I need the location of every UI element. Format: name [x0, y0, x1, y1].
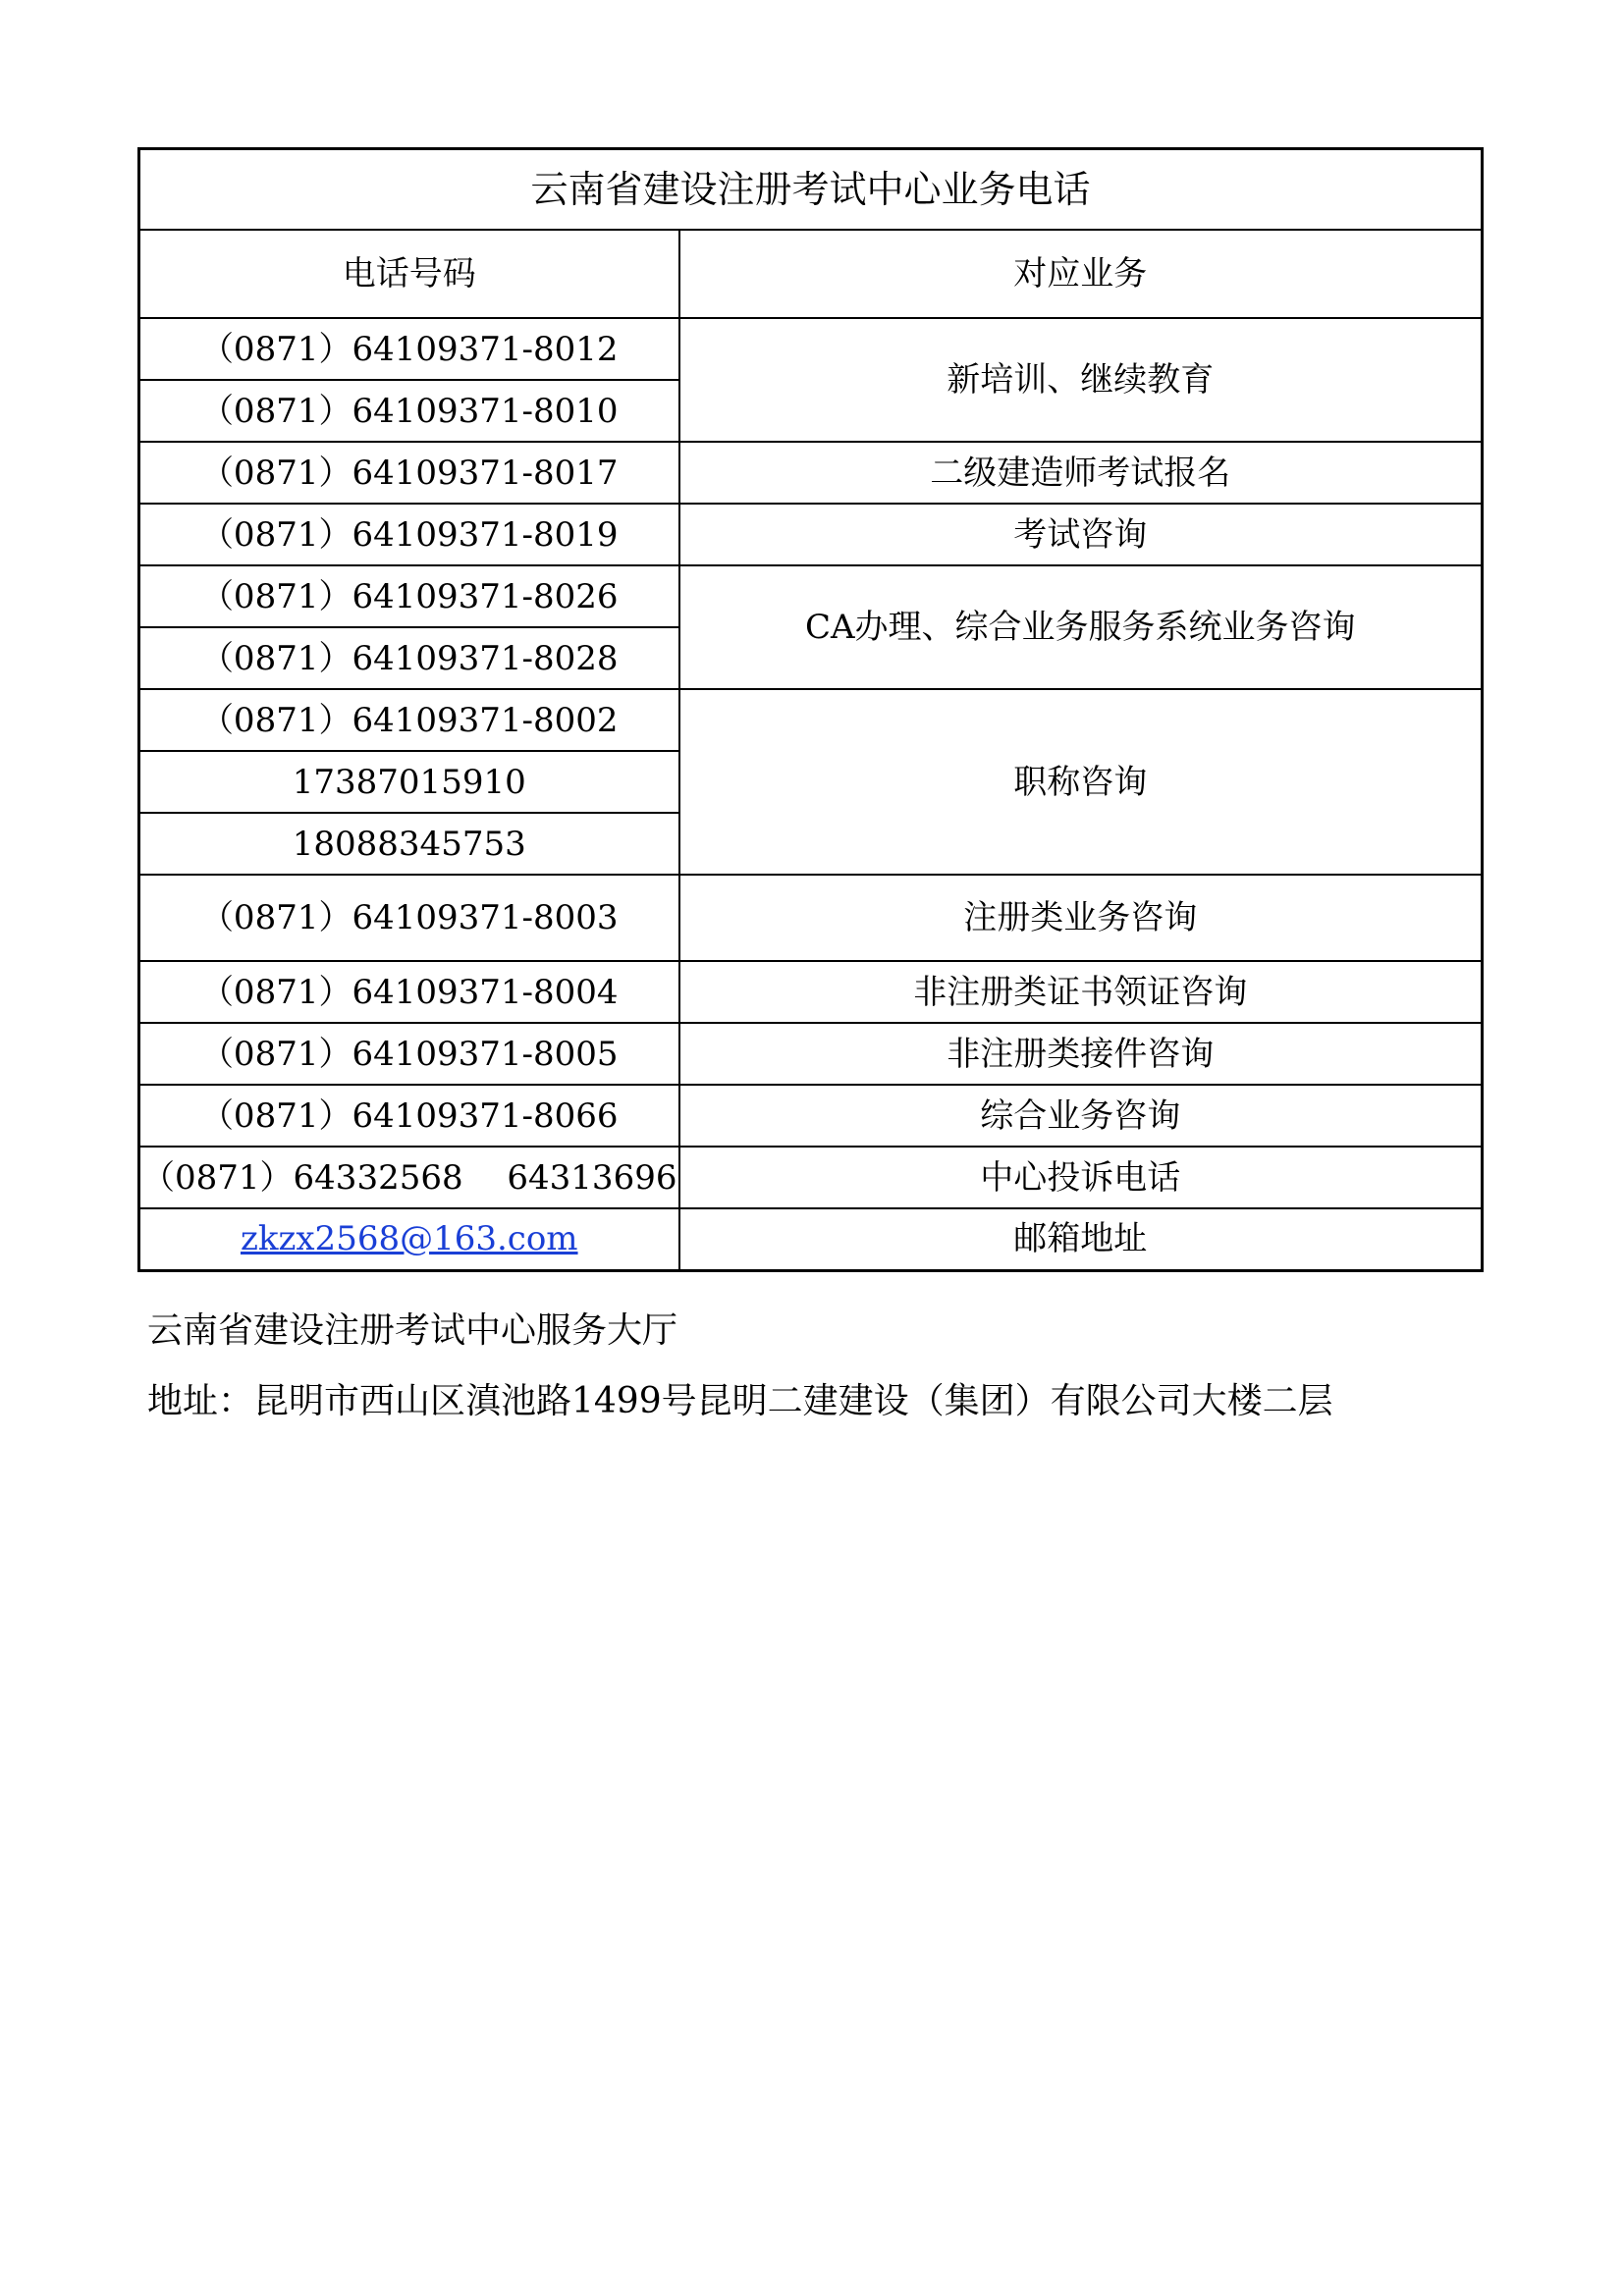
- service-cell: 综合业务咨询: [679, 1085, 1483, 1147]
- table-row: [139, 875, 1483, 961]
- table-row: [139, 961, 1483, 1023]
- service-cell: 注册类业务咨询: [679, 875, 1483, 961]
- email-link[interactable]: zkzx2568@163.com: [240, 1219, 578, 1259]
- table-row: [139, 1085, 1483, 1147]
- phone-cell: 17387015910: [139, 751, 679, 813]
- table-row: [139, 689, 1483, 751]
- contact-table: [137, 147, 1484, 1272]
- phone-cell: （0871）64109371-8003: [139, 875, 679, 961]
- service-cell: 邮箱地址: [679, 1208, 1483, 1270]
- email-cell: [139, 1208, 679, 1270]
- header-service: 对应业务: [679, 230, 1483, 318]
- phone-cell: （0871）64109371-8066: [139, 1085, 679, 1147]
- table-row: [139, 504, 1483, 565]
- phone-cell: （0871）64109371-8017: [139, 442, 679, 504]
- table-row: [139, 318, 1483, 380]
- service-cell: 非注册类证书领证咨询: [679, 961, 1483, 1023]
- address-line: 地址：昆明市西山区滇池路1499号昆明二建建设（集团）有限公司大楼二层: [147, 1381, 1333, 1421]
- table-row: [139, 1208, 1483, 1270]
- header-phone: 电话号码: [139, 230, 679, 318]
- phone-cell: （0871）64109371-8026: [139, 565, 679, 627]
- service-cell: 考试咨询: [679, 504, 1483, 565]
- table-row: [139, 1147, 1483, 1208]
- service-cell: 新培训、继续教育: [679, 318, 1483, 442]
- phone-cell: （0871）64109371-8012: [139, 318, 679, 380]
- service-hall-name: 云南省建设注册考试中心服务大厅: [147, 1310, 678, 1351]
- service-cell: 职称咨询: [679, 689, 1483, 875]
- service-cell: CA办理、综合业务服务系统业务咨询: [679, 565, 1483, 689]
- phone-cell: （0871）64109371-8004: [139, 961, 679, 1023]
- table-row: [139, 1023, 1483, 1085]
- phone-cell: 18088345753: [139, 813, 679, 875]
- table-title: 云南省建设注册考试中心业务电话: [139, 149, 1483, 231]
- table-row: [139, 442, 1483, 504]
- phone-cell: （0871）64109371-8010: [139, 380, 679, 442]
- phone-cell: （0871）64332568 64313696: [139, 1147, 679, 1208]
- service-cell: 非注册类接件咨询: [679, 1023, 1483, 1085]
- service-cell: 中心投诉电话: [679, 1147, 1483, 1208]
- service-cell: 二级建造师考试报名: [679, 442, 1483, 504]
- phone-cell: （0871）64109371-8019: [139, 504, 679, 565]
- phone-cell: （0871）64109371-8005: [139, 1023, 679, 1085]
- phone-cell: （0871）64109371-8002: [139, 689, 679, 751]
- table-row: [139, 565, 1483, 627]
- phone-cell: （0871）64109371-8028: [139, 627, 679, 689]
